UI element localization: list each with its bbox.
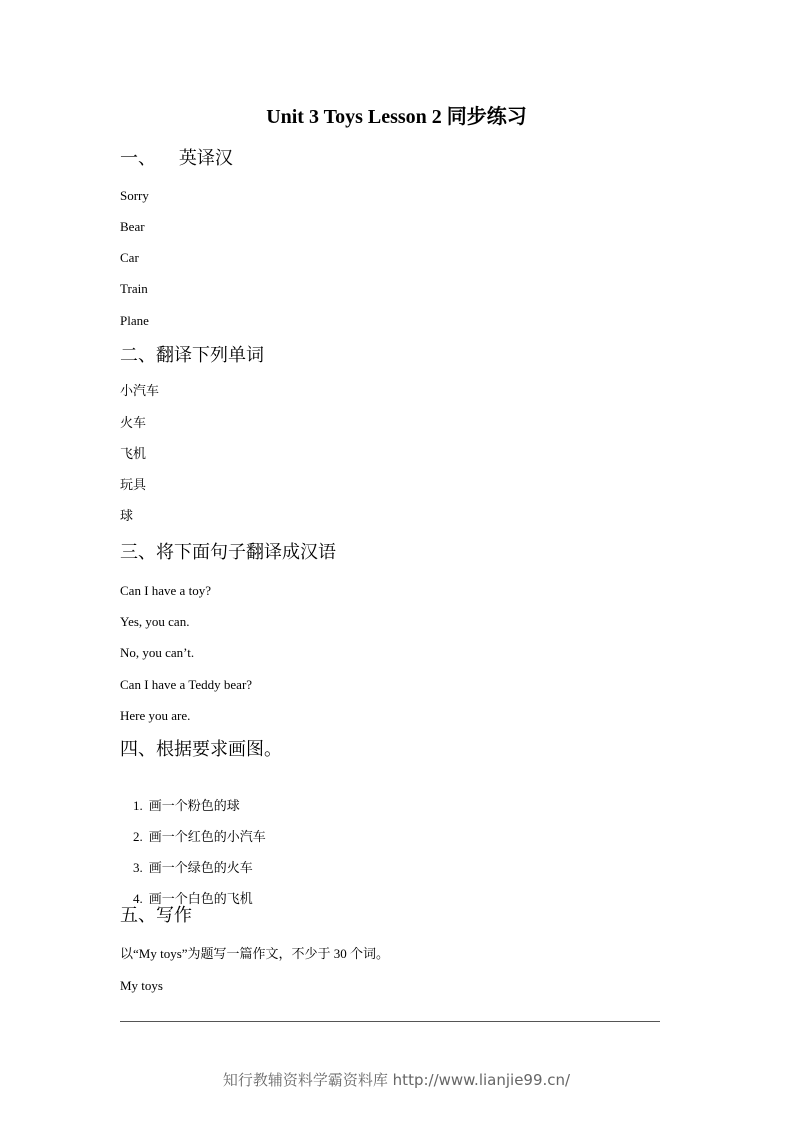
section-4-heading: 四、根据要求画图。 <box>120 739 282 760</box>
section-5-heading: 五、写作 <box>120 905 192 926</box>
footer-watermark: 知行教辅资料学霸资料库 http://www.lianjie99.cn/ <box>222 1071 571 1089</box>
word-item: 玩具 <box>120 478 147 493</box>
writing-line <box>120 1021 660 1022</box>
task-number: 4. <box>133 891 143 906</box>
sentence-item: Can I have a Teddy bear? <box>120 677 253 692</box>
section-2-heading: 二、翻译下列单词 <box>120 345 264 366</box>
word-item: 飞机 <box>120 447 147 462</box>
vocab-item: Plane <box>120 313 149 328</box>
vocab-item: Bear <box>120 219 145 234</box>
sentence-item: No, you can’t. <box>120 645 195 660</box>
word-item: 小汽车 <box>120 384 160 399</box>
vocab-item: Car <box>120 250 139 265</box>
task-text: 画一个红色的小汽车 <box>148 830 266 845</box>
task-number: 3. <box>133 860 143 875</box>
sentence-item: Can I have a toy? <box>120 583 211 598</box>
task-text: 画一个白色的飞机 <box>148 892 253 907</box>
task-text: 画一个绿色的火车 <box>148 861 253 876</box>
task-number: 2. <box>133 829 143 844</box>
writing-prompt: 以“My toys”为题写一篇作文，不少于 30 个词。 <box>120 946 390 961</box>
word-item: 火车 <box>120 416 147 431</box>
vocab-item: Sorry <box>120 188 149 203</box>
section-1-heading: 一、 英译汉 <box>120 148 233 169</box>
task-text: 画一个粉色的球 <box>148 799 240 814</box>
task-number: 1. <box>133 798 143 813</box>
vocab-item: Train <box>120 281 148 296</box>
essay-title: My toys <box>120 978 163 993</box>
word-item: 球 <box>120 509 134 524</box>
page-title: Unit 3 Toys Lesson 2 同步练习 <box>266 106 527 128</box>
sentence-item: Yes, you can. <box>120 614 190 629</box>
sentence-item: Here you are. <box>120 708 191 723</box>
section-3-heading: 三、将下面句子翻译成汉语 <box>120 542 336 563</box>
